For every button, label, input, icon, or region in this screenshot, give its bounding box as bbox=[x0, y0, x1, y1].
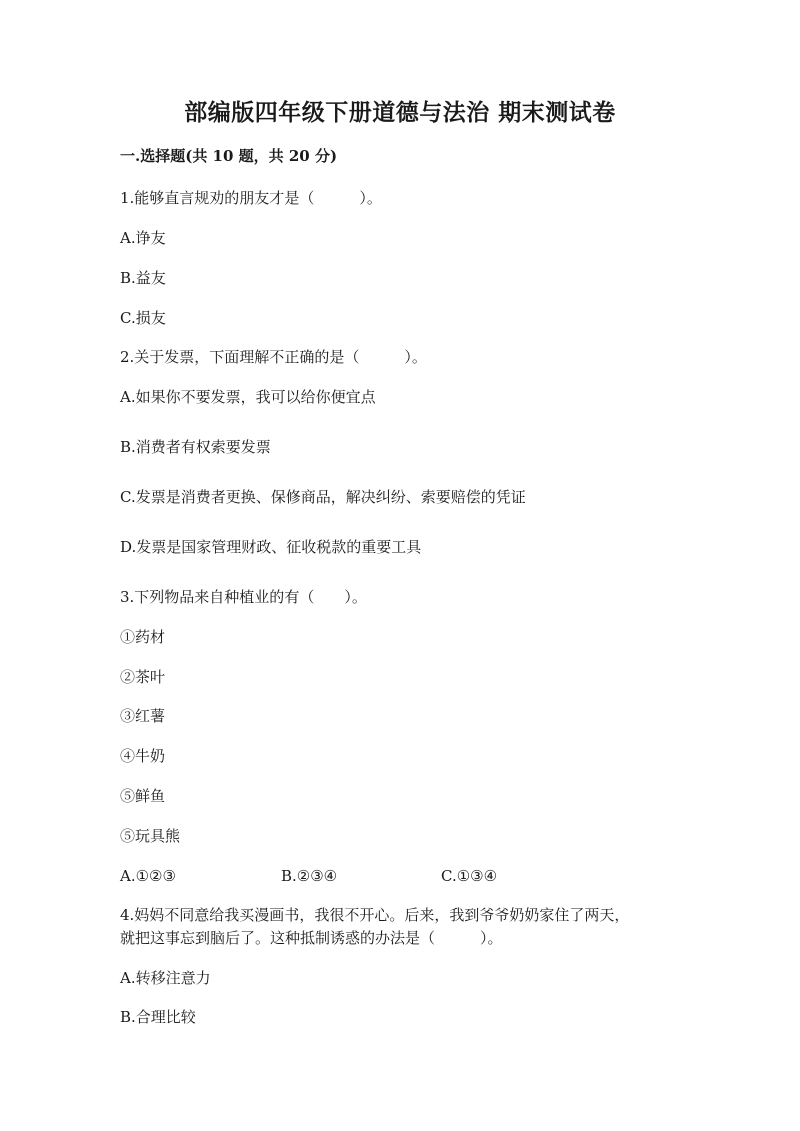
question-3-option-c: C.①③④ bbox=[441, 867, 498, 885]
question-2-option-c: C.发票是消费者更换、保修商品，解决纠纷、索要赔偿的凭证 bbox=[120, 488, 526, 506]
question-3-stem: 3.下列物品来自种植业的有（ ）。 bbox=[120, 588, 367, 606]
question-4-stem-line-2: 就把这事忘到脑后了。这种抵制诱惑的办法是（ ）。 bbox=[120, 929, 503, 947]
question-2-stem: 2.关于发票，下面理解不正确的是（ ）。 bbox=[120, 348, 427, 366]
question-3-item: ⑤玩具熊 bbox=[120, 827, 181, 845]
question-4-stem-line-1: 4.妈妈不同意给我买漫画书，我很不开心。后来，我到爷爷奶奶家住了两天， bbox=[120, 906, 630, 924]
question-3-item: ④牛奶 bbox=[120, 747, 166, 765]
question-1-stem: 1.能够直言规劝的朋友才是（ ）。 bbox=[120, 189, 382, 207]
question-1-option-c: C.损友 bbox=[120, 309, 166, 327]
question-2-option-b: B.消费者有权索要发票 bbox=[120, 438, 271, 456]
question-3-options bbox=[120, 865, 680, 887]
question-1-option-a: A.诤友 bbox=[120, 229, 166, 247]
question-3-option-b: B.②③④ bbox=[281, 867, 338, 885]
page-title: 部编版四年级下册道德与法治 期末测试卷 bbox=[184, 99, 616, 126]
section-heading: 一.选择题(共 10 题，共 20 分) bbox=[120, 147, 338, 165]
question-2-option-a: A.如果你不要发票，我可以给你便宜点 bbox=[120, 388, 376, 406]
question-4-option-a: A.转移注意力 bbox=[120, 969, 211, 987]
question-1-option-b: B.益友 bbox=[120, 269, 166, 287]
question-3-item: ①药材 bbox=[120, 628, 166, 646]
question-3-item: ②茶叶 bbox=[120, 668, 166, 686]
question-4-option-b: B.合理比较 bbox=[120, 1008, 196, 1026]
question-3-item: ③红薯 bbox=[120, 707, 166, 725]
question-3-item: ⑤鲜鱼 bbox=[120, 787, 166, 805]
question-2-option-d: D.发票是国家管理财政、征收税款的重要工具 bbox=[120, 538, 422, 556]
question-3-option-a: A.①②③ bbox=[120, 867, 176, 885]
